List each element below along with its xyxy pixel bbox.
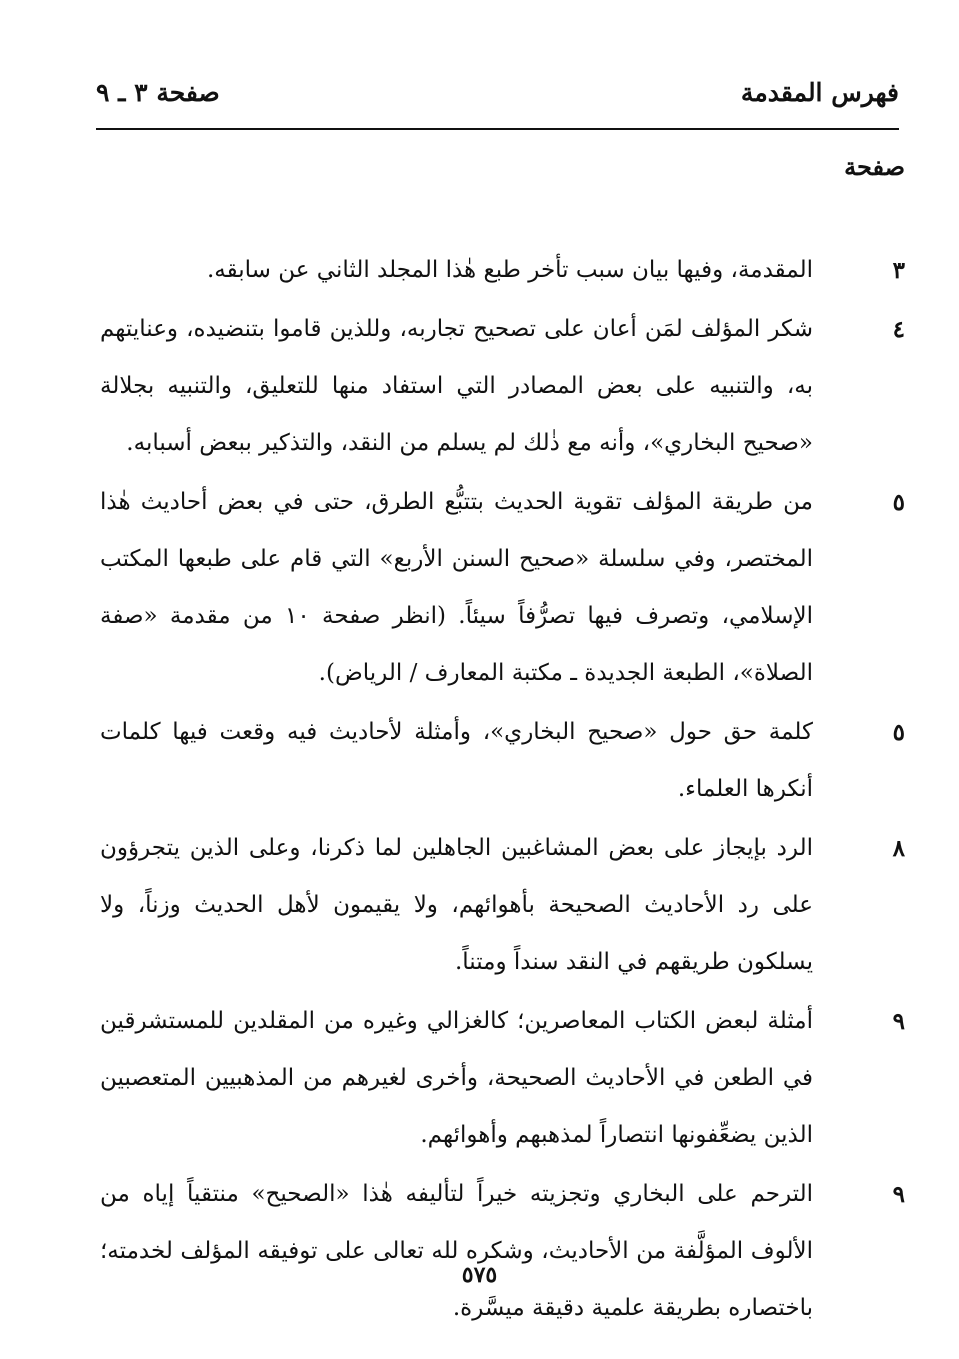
entry-description: أمثلة لبعض الكتاب المعاصرين؛ كالغزالي وغيره من المقلدين للمستشرقين في الطعن في الأحاديث الصحيحة، وأخرى لغيرهم من المذهبيين المتعصبين الذين يضعِّفونها انتصاراً لمذهبهم وأهوائهم. [100,1008,813,1148]
entry-description: الترحم على البخاري وتجزيته خيراً لتأليفه هٰذا «الصحيح» منتقياً إياه من الألوف المؤلَّفة من الأحاديث، وشكره لله تعالى على توفيقه المؤلف لخدمته؛ باختصاره بطريقة علمية دقيقة ميسَّرة. [100,1181,813,1321]
entry-description: شكر المؤلف لمَن أعان على تصحيح تجاربه، وللذين قاموا بتنضيده، وعنايتهم به، والتنبيه على بعض المصادر التي استفاد منها للتعليق، والتنبيه بجلالة «صحيح البخاري»، وأنه مع ذٰلك لم يسلم من النقد، والتذكير ببعض أسبابه. [100,316,813,456]
entry-description: كلمة حق حول «صحيح البخاري»، وأمثلة لأحاديث فيه وقعت فيها كلمات أنكرها العلماء. [100,719,813,802]
index-entry [100,242,905,299]
entry-description: الرد بإيجاز على بعض المشاغبين الجاهلين لما ذكرنا، وعلى الذين يتجرؤون على رد الأحاديث الصحيحة بأهوائهم، ولا يقيمون لأهل الحديث وزناً، ولا يسلكون طريقهم في النقد سنداً ومتناً. [100,835,813,975]
entry-page-number: ٤ [892,316,905,343]
entry-description: من طريقة المؤلف تقوية الحديث بتتبُّع الطرق، حتى في بعض أحاديث هٰذا المختصر، وفي سلسلة «صحيح السنن الأربع» التي قام على طبعها المكتب الإسلامي، وتصرف فيها تصرُّفاً سيئاً. (انظر صفحة ١٠ من مقدمة «صفة الصلاة»، الطبعة الجديدة ـ مكتبة المعارف / الرياض). [100,489,813,686]
running-header-page-range: صفحة ٣ ـ ٩ [96,78,220,107]
index-entry [100,474,905,702]
entry-description: المقدمة، وفيها بيان سبب تأخر طبع هٰذا المجلد الثاني عن سابقه. [206,257,813,283]
header-divider [96,128,899,130]
index-entry [100,820,905,991]
running-header [96,78,899,124]
index-entry [100,993,905,1164]
entry-page-number: ٣ [892,257,905,284]
entry-page-number: ٥ [892,489,905,516]
entry-page-number: ٩ [892,1181,905,1208]
page-number: ٥٧٥ [461,1262,498,1288]
entry-page-number: ٨ [892,835,905,862]
index-entry [100,301,905,472]
page-column-label: صفحة [844,152,905,181]
index-entry [100,704,905,818]
entry-page-number: ٩ [892,1008,905,1035]
index-entry [100,1166,905,1337]
entry-page-number: ٥ [892,719,905,746]
running-header-title: فهرس المقدمة [740,78,899,107]
index-entries [100,242,905,1339]
